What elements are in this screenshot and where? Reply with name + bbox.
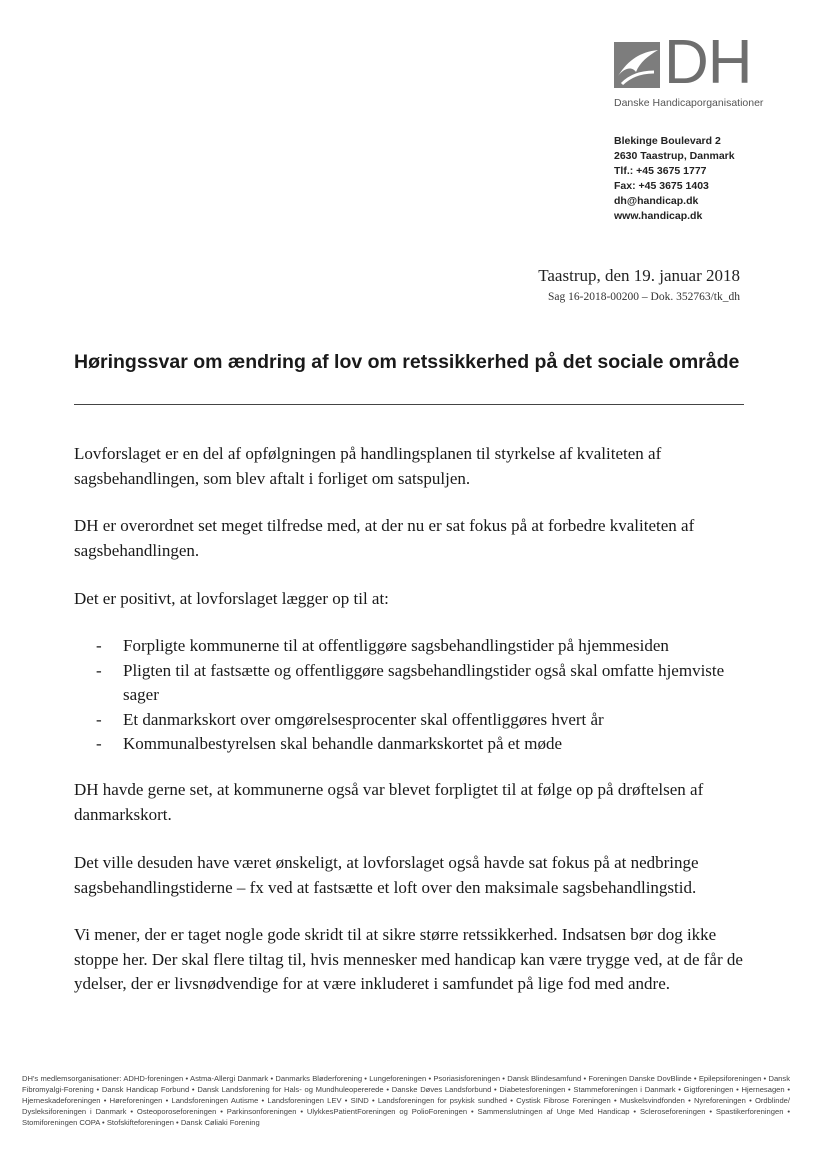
address-city: 2630 Taastrup, Danmark: [614, 150, 735, 162]
bullet-dash: -: [96, 660, 102, 680]
bullet-dash: -: [96, 709, 102, 729]
member-organizations-footer: DH's medlemsorganisationer: ADHD-foreningen • Astma-Allergi Danmark • Danmarks Bløderforening • Lungeforeningen • Psoriasisforeningen • Dansk Blindesamfund • Foreningen Danske DovBlinde • Epilepsiforeningen • Dansk Fibromyalgi-Forening • Dansk Handicap Forbund • Dansk Landsforening for Hals- og Mundhuleopererede • Danske Døves Landsforbund • Diabetesforeningen • Stammeforeningen i Danmark • Gigtforeningen • Hjernesagen • Hjerneskadeforeningen • Høreforeningen • Landsforeningen Autisme • Landsforeningen LEV • SIND • Landsforeningen for psykisk sundhed • Cystisk Fibrose Foreningen • Muskelsvindfonden • Nyreforeningen • Ordblinde/ Dysleksiforeningen i Danmark • Osteoporoseforeningen • Parkinsonforeningen • UlykkesPatientForeningen og PolioForeningen • Sammenslutningen af Unge Med Handicap • Scleroseforeningen • Spastikerforeningen • Stomiforeningen COPA • Stofskifteforeningen • Dansk Cøliaki Forening: [22, 1074, 790, 1127]
case-reference: Sag 16-2018-00200 – Dok. 352763/tk_dh: [548, 291, 740, 303]
logo-subtitle: Danske Handicaporganisationer: [614, 97, 764, 109]
address-phone: Tlf.: +45 3675 1777: [614, 165, 707, 177]
list-item: [74, 708, 754, 733]
list-item-text: Pligten til at fastsætte og offentliggøre sagsbehandlingstider også skal omfatte hjemviste sager: [123, 660, 725, 704]
paragraph-wish: Det ville desuden have været ønskeligt, at lovforslaget også havde sat fokus på at nedbringe sagsbehandlingstiderne – fx ved at fastsætte et loft over den maksimale sagsbehandlingstid.: [74, 853, 699, 897]
bullet-dash: -: [96, 636, 102, 655]
list-item: [74, 634, 754, 659]
address-fax: Fax: +45 3675 1403: [614, 180, 709, 192]
list-item-text: Et danmarkskort over omgørelsesprocenter skal offentliggøres hvert år: [123, 709, 604, 729]
paragraph-conclusion: Vi mener, der er taget nogle gode skridt til at sikre større retssikkerhed. Indsatsen bør dog ikke stoppe her. Der skal flere tiltag til, hvis mennesker med handicap kan være trygge ved, at de får de ydelser, der er livsnødvendige for at være inkluderet i samfundet på lige fod med andre.: [74, 925, 743, 993]
paragraph-followup: DH havde gerne set, at kommunerne også var blevet forpligtet til at følge op på drøftelsen af danmarkskort.: [74, 780, 704, 824]
date-line: Taastrup, den 19. januar 2018: [538, 266, 740, 285]
sender-address: [614, 134, 735, 224]
address-web: www.handicap.dk: [614, 210, 703, 222]
bird-emblem-icon: [614, 42, 660, 88]
paragraph-overall: DH er overordnet set meget tilfredse med, at der nu er sat fokus på at forbedre kvaliteten af sagsbehandlingen.: [74, 516, 695, 560]
bullet-dash: -: [96, 734, 102, 753]
address-email: dh@handicap.dk: [614, 195, 699, 207]
paragraph-intro: Lovforslaget er en del af opfølgningen på handlingsplanen til styrkelse af kvaliteten af sagsbehandlingen, som blev aftalt i forliget om satspuljen.: [74, 444, 662, 488]
document-title: Høringssvar om ændring af lov om retssikkerhed på det sociale område: [74, 351, 740, 373]
address-street: Blekinge Boulevard 2: [614, 135, 721, 147]
logo-letters: DH: [664, 28, 752, 97]
list-item-text: Kommunalbestyrelsen skal behandle danmarkskortet på et møde: [123, 734, 563, 753]
title-divider: [74, 404, 744, 405]
list-item: [74, 732, 754, 757]
list-item: [74, 659, 754, 708]
dh-logo: [614, 28, 790, 109]
paragraph-positive: Det er positivt, at lovforslaget lægger op til at:: [74, 589, 389, 608]
bullet-list: [74, 634, 754, 757]
list-item-text: Forpligte kommunerne til at offentliggøre sagsbehandlingstider på hjemmesiden: [123, 636, 669, 655]
